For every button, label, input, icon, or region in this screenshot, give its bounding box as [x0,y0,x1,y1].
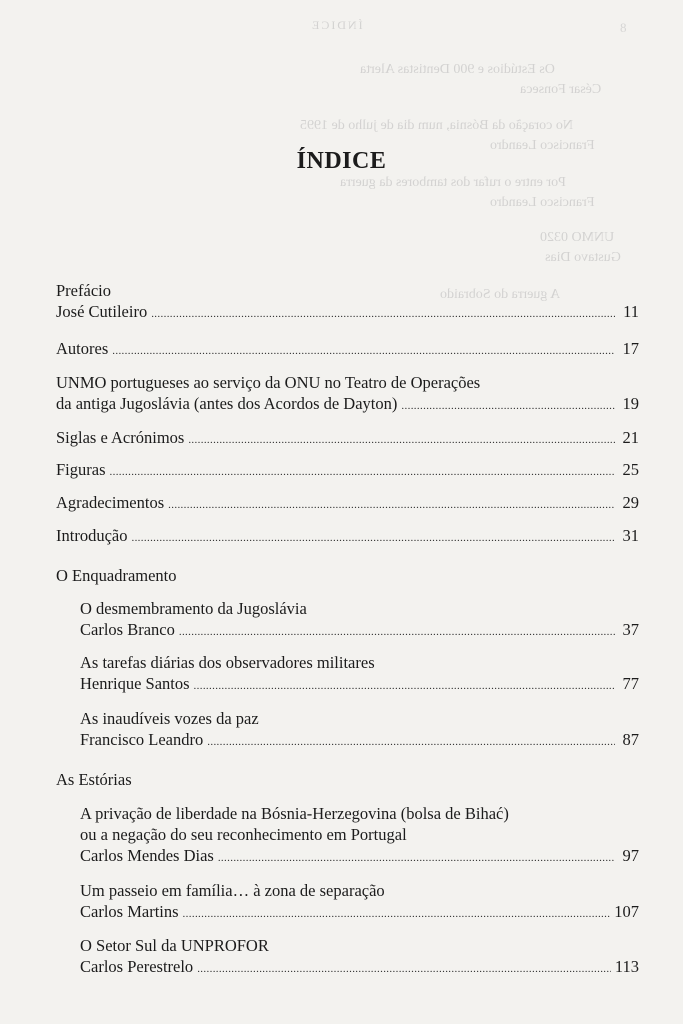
dot-leader [207,729,615,753]
page-number: 29 [622,493,639,512]
entry-author: Carlos Perestrelo [80,957,194,976]
entry-title: Siglas e Acrónimos [56,428,185,447]
page-number: 31 [622,526,639,545]
toc-line [80,673,639,697]
page-number: 17 [622,339,639,358]
bleed-header: ÍNDICE [310,18,363,32]
dot-leader [179,619,615,643]
toc-line [80,619,639,643]
toc-entry [56,492,639,516]
toc-line [56,338,639,362]
entry-title: Figuras [56,460,106,479]
entry-title: As inaudíveis vozes da paz [80,709,259,728]
entry-title: Agradecimentos [56,493,165,512]
page-title: ÍNDICE [296,148,387,174]
entry-author: Henrique Santos [80,674,190,693]
entry-title: da antiga Jugoslávia (antes dos Acordos de Dayton) [56,394,398,413]
dot-leader [112,338,615,362]
toc-entry [56,652,639,697]
toc-line [56,525,639,549]
bleed-line: A guerra do Sobraido [440,287,561,302]
bleed-corner-page: 8 [620,20,627,35]
dot-leader [218,845,615,869]
entry-title: Introdução [56,526,128,545]
toc-line [56,393,639,417]
toc-line [80,956,639,980]
toc-entry [56,427,639,451]
entry-title: O Setor Sul da UNPROFOR [80,936,269,955]
page-number: 113 [614,957,639,976]
bleed-line: Por entre o rufar dos tambores da guerra [340,175,566,190]
dot-leader [168,492,615,516]
entry-author: Carlos Mendes Dias [80,846,214,865]
toc-line [56,427,639,451]
entry-heading: Prefácio [56,281,111,300]
entry-title: Autores [56,339,109,358]
entry-author: Francisco Leandro [80,730,204,749]
entry-heading: UNMO portugueses ao serviço da ONU no Teatro de Operações [56,373,481,392]
entry-title: O desmembramento da Jugoslávia [80,599,307,618]
bleed-line: Gustavo Dias [545,250,621,265]
toc-entry [56,280,639,325]
page-number: 97 [622,846,639,865]
section-heading: O Enquadramento [56,566,177,585]
entry-author: Carlos Branco [80,620,175,639]
toc-entry [56,880,639,925]
dot-leader [188,427,615,451]
entry-title: As tarefas diárias dos observadores militares [80,653,375,672]
bleed-line: UNMO 0320 [540,230,615,245]
toc-entry [56,598,639,643]
page-number: 21 [622,428,639,447]
page-number: 25 [622,460,639,479]
bleed-line: No coração da Bósnia, num dia de julho de 1995 [300,118,573,133]
page-number: 19 [622,394,639,413]
page-number: 77 [622,674,639,693]
entry-title-continued: ou a negação do seu reconhecimento em Portugal [80,825,407,844]
toc-line [80,845,639,869]
dot-leader [197,956,611,980]
toc-line [56,459,639,483]
entry-title: A privação de liberdade na Bósnia-Herzegovina (bolsa de Bihać) [80,804,509,823]
toc-line [80,729,639,753]
bleed-line: Francisco Leandro [490,195,595,210]
dot-leader [194,673,615,697]
toc-line [80,901,639,925]
toc-line [56,492,639,516]
entry-author: Carlos Martins [80,902,179,921]
toc-entry [56,338,639,362]
bleed-line: Os Estúdios e 900 Dentistas Alerta [360,62,555,77]
page-number: 107 [614,902,639,921]
bleed-line: César Fonseca [520,82,602,97]
dot-leader [401,393,615,417]
dot-leader [183,901,611,925]
toc-entry [56,459,639,483]
toc-entry [56,935,639,980]
page-number: 37 [622,620,639,639]
dot-leader [131,525,615,549]
bleed-line: Francisco Leandro [490,138,595,153]
toc-entry [56,525,639,549]
toc-entry [56,372,639,417]
entry-title: Um passeio em família… à zona de separação [80,881,385,900]
page-number: 11 [623,302,639,321]
dot-leader [110,459,616,483]
toc-line [56,301,639,325]
section-heading: As Estórias [56,770,132,789]
toc-entry [56,803,639,869]
entry-author: José Cutileiro [56,302,148,321]
dot-leader [151,301,615,325]
toc-entry [56,708,639,753]
page-number: 87 [622,730,639,749]
